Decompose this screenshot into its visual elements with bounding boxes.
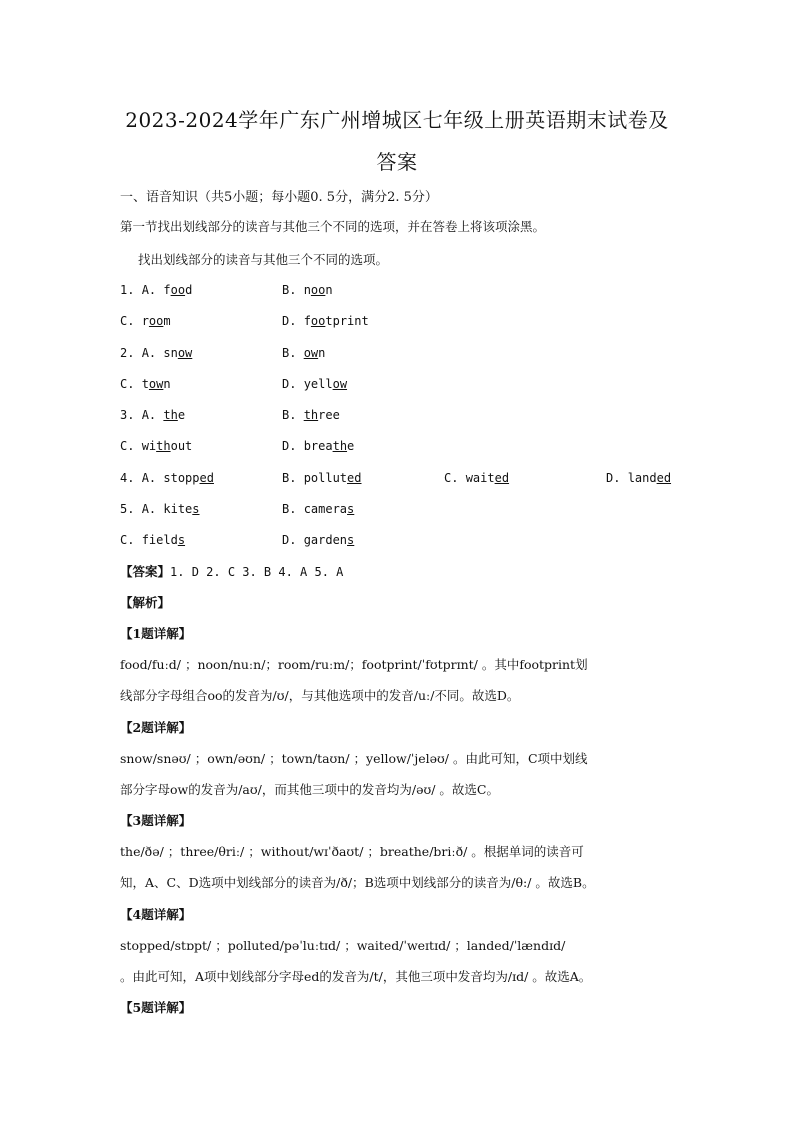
q3-detail-line1: the/ðə/ ；three/θriː/ ；without/wɪˈðaʊt/ ；breathe/briːð/ 。根据单词的读音可 — [120, 844, 584, 859]
option-word-start: t — [141, 377, 149, 391]
option-letter: C. — [120, 533, 135, 547]
option-word-start: pollut — [303, 471, 348, 485]
option-underlined-part: th — [303, 408, 319, 422]
question-1-option-b — [282, 283, 333, 297]
q4-detail-line1: stopped/stɒpt/ ；polluted/pəˈluːtɪd/ ；waited/ˈweɪtɪd/ ；landed/ˈlændɪd/ — [120, 938, 566, 953]
option-letter: C. — [444, 471, 459, 485]
option-underlined-part: s — [347, 502, 355, 516]
option-word-start: sn — [163, 346, 178, 360]
q2-detail-line2: 部分字母ow的发音为/aʊ/，而其他三项中的发音均为/əʊ/ 。故选C。 — [120, 782, 499, 797]
option-letter: D. — [282, 377, 297, 391]
option-underlined-part: oo — [310, 283, 326, 297]
option-word-end: tprint — [325, 314, 369, 328]
option-word-start: yell — [303, 377, 333, 391]
question-2-option-a — [120, 346, 192, 360]
option-word-end: n — [318, 346, 326, 360]
option-letter: B. — [282, 471, 297, 485]
option-underlined-part: ed — [347, 471, 362, 485]
option-word-start: n — [303, 283, 311, 297]
option-word-end: out — [170, 439, 193, 453]
option-underlined-part: th — [332, 439, 348, 453]
option-underlined-part: oo — [148, 314, 164, 328]
option-word-start: stopp — [163, 471, 200, 485]
option-word-start: r — [141, 314, 149, 328]
q1-detail-line1: food/fuːd/ ；noon/nuːn/；room/ruːm/；footprint/ˈfʊtprɪnt/ 。其中footprint划 — [120, 657, 588, 672]
option-word-end: d — [185, 283, 193, 297]
question-number: 5. — [120, 502, 135, 516]
option-underlined-part: oo — [170, 283, 186, 297]
q3-detail-line2: 知，A、C、D选项中划线部分的读音为/ð/；B选项中划线部分的读音为/θ:/ 。故选B。 — [120, 875, 595, 890]
question-3-option-b — [282, 408, 340, 422]
question-2-option-c — [120, 377, 171, 391]
q3-detail-label: 【3题详解】 — [120, 813, 192, 828]
q1-detail-label: 【1题详解】 — [120, 626, 192, 641]
option-letter: B. — [282, 346, 297, 360]
option-underlined-part: oo — [310, 314, 326, 328]
option-word-start: land — [627, 471, 657, 485]
option-letter: D. — [282, 314, 297, 328]
option-letter: C. — [120, 377, 135, 391]
answer-line — [120, 562, 343, 580]
option-word-start: camera — [303, 502, 348, 516]
q2-detail-label: 【2题详解】 — [120, 720, 192, 735]
option-letter: A. — [141, 408, 157, 422]
option-word-start: kite — [163, 502, 193, 516]
option-underlined-part: s — [192, 502, 200, 516]
q4-detail-line2: 。由此可知，A项中划线部分字母ed的发音为/t/，其他三项中发音均为/ɪd/ 。故选A。 — [120, 969, 592, 984]
question-4-option-d — [606, 471, 671, 485]
option-letter: D. — [282, 533, 297, 547]
question-1-option-c — [120, 314, 171, 328]
question-5-option-d — [282, 533, 354, 547]
option-underlined-part: ed — [494, 471, 510, 485]
question-number: 1. — [120, 283, 135, 297]
q5-detail-label: 【5题详解】 — [120, 1000, 192, 1015]
question-4-option-b — [282, 471, 362, 485]
option-word-start: f — [163, 283, 171, 297]
option-underlined-part: th — [163, 408, 178, 422]
option-underlined-part: s — [347, 533, 355, 547]
option-underlined-part: ed — [656, 471, 672, 485]
section-instruction: 找出划线部分的读音与其他三个不同的选项。 — [138, 252, 389, 267]
option-word-end: m — [163, 314, 171, 328]
option-word-start: f — [303, 314, 311, 328]
q4-detail-label: 【4题详解】 — [120, 907, 192, 922]
option-word-start: field — [141, 533, 178, 547]
question-number: 4. — [120, 471, 135, 485]
option-word-start: garden — [303, 533, 348, 547]
option-underlined-part: th — [156, 439, 171, 453]
question-3-option-a — [120, 408, 185, 422]
question-number: 3. — [120, 408, 135, 422]
document-title-line1: 2023-2024学年广东广州增城区七年级上册英语期末试卷及 — [125, 108, 669, 132]
q1-detail-line2: 线部分字母组合oo的发音为/ʊ/，与其他选项中的发音/uː/不同。故选D。 — [120, 688, 520, 703]
question-4-option-c — [444, 471, 509, 485]
option-letter: A. — [141, 502, 157, 516]
section-intro: 第一节找出划线部分的读音与其他三个不同的选项，并在答卷上将该项涂黑。 — [120, 219, 546, 234]
option-underlined-part: ow — [332, 377, 348, 391]
question-3-option-d — [282, 439, 354, 453]
option-letter: C. — [120, 314, 135, 328]
question-4-option-a — [120, 471, 214, 485]
question-5-option-a — [120, 502, 200, 516]
option-letter: B. — [282, 408, 297, 422]
option-underlined-part: s — [177, 533, 186, 547]
question-5-option-c — [120, 533, 185, 547]
question-5-option-b — [282, 502, 354, 516]
option-letter: D. — [606, 471, 621, 485]
answer-label: 【答案】 — [120, 564, 171, 579]
option-word-end: ree — [318, 408, 340, 422]
question-2-option-b — [282, 346, 325, 360]
option-word-start: brea — [303, 439, 333, 453]
analysis-label: 【解析】 — [120, 595, 171, 610]
option-underlined-part: ow — [303, 346, 319, 360]
option-word-end: n — [163, 377, 171, 391]
option-word-start: wait — [465, 471, 495, 485]
option-word-end: n — [325, 283, 333, 297]
answer-text: 1. D 2. C 3. B 4. A 5. A — [170, 565, 344, 579]
option-letter: B. — [282, 502, 297, 516]
question-1-option-d — [282, 314, 369, 328]
option-letter: C. — [120, 439, 135, 453]
option-letter: D. — [282, 439, 297, 453]
option-letter: A. — [141, 283, 157, 297]
q2-detail-line1: snow/snəʊ/ ；own/əʊn/ ；town/taʊn/ ；yellow/ˈjeləʊ/ 。由此可知，C项中划线 — [120, 751, 588, 766]
option-letter: A. — [141, 471, 157, 485]
document-title-line2: 答案 — [376, 150, 418, 174]
option-underlined-part: ow — [177, 346, 193, 360]
question-1-option-a — [120, 283, 192, 297]
option-underlined-part: ed — [199, 471, 214, 485]
option-word-end: e — [347, 439, 355, 453]
question-3-option-c — [120, 439, 192, 453]
option-letter: A. — [141, 346, 157, 360]
question-number: 2. — [120, 346, 135, 360]
option-letter: B. — [282, 283, 297, 297]
option-word-end: e — [177, 408, 186, 422]
option-underlined-part: ow — [148, 377, 164, 391]
section-heading: 一、语音知识（共5小题；每小题0. 5分，满分2. 5分） — [120, 190, 438, 205]
option-word-start: wi — [141, 439, 157, 453]
question-2-option-d — [282, 377, 347, 391]
